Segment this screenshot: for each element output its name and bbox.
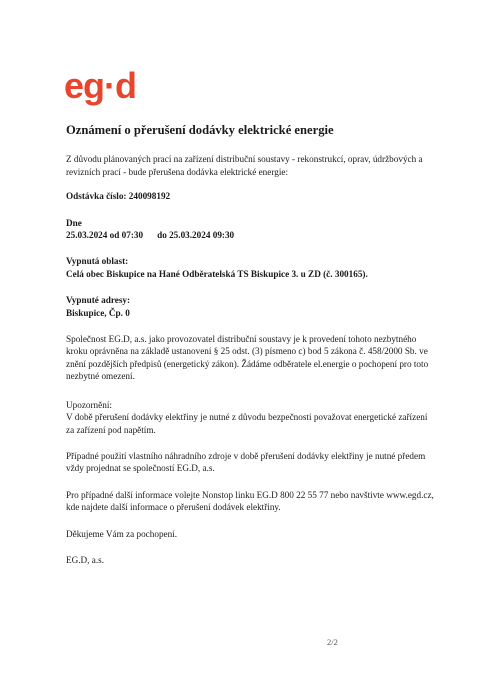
addresses-section (66, 294, 436, 319)
notice-body (66, 124, 436, 566)
legal-text: Společnost EG.D, a.s. jako provozovatel distribuční soustavy je k provedení tohoto nezbytného kroku oprávněna na základě ustanovení § 25 odst. (3) písmeno c) bod 5 zákona č. 458/2000 Sb. ve znění pozdějších předpisů (energetický zákon). Žádáme odběratele el.energie o pochopení pro toto nezbytné omezení. (66, 334, 429, 382)
warning-section (66, 399, 436, 436)
outage-number: Odstávka číslo: 240098192 (66, 191, 171, 202)
date-section (66, 217, 436, 242)
thanks-text: Děkujeme Vám za pochopení. (66, 528, 178, 539)
signature: EG.D, a.s. (66, 554, 105, 565)
page-title: Oznámení o přerušení dodávky elektrické energie (66, 123, 334, 137)
area-section (66, 255, 436, 280)
date-range (66, 229, 436, 241)
area-label: Vypnutá oblast: (66, 256, 129, 267)
addresses-label: Vypnuté adresy: (66, 295, 131, 306)
warning-label: Upozornění: (66, 399, 112, 410)
addresses-value: Biskupice, Čp. 0 (66, 307, 130, 318)
warning-text: V době přerušení dodávky elektřiny je nutné z důvodu bezpečnosti považovat energetické zařízení za zařízení pod napětím. (66, 412, 428, 435)
intro-text: Z důvodu plánovaných prací na zařízení distribuční soustavy - rekonstrukcí, oprav, údržbových a revizních prací - bude přerušena dodávka elektrické energie: (66, 154, 423, 177)
contact-text: Pro případné další informace volejte Nonstop linku EG.D 800 22 55 77 nebo navštivte www.egd.cz, kde najdete další informace o přerušení dodávek elektřiny. (66, 489, 434, 513)
page-number: 2/2 (327, 637, 338, 647)
area-value: Celá obec Biskupice na Hané Odběratelská TS Biskupice 3. u ZD (č. 300165). (66, 268, 368, 279)
date-from: 25.03.2024 od 07:30 (66, 230, 144, 241)
generator-text: Případné použití vlastního náhradního zdroje v době přerušení dodávky elektřiny je nutné předem vždy projednat se společností EG.D, a.s. (66, 450, 426, 474)
egd-logo: eg·d (64, 65, 136, 106)
date-label: Dne (66, 217, 82, 228)
date-to: do 25.03.2024 09:30 (157, 230, 235, 241)
